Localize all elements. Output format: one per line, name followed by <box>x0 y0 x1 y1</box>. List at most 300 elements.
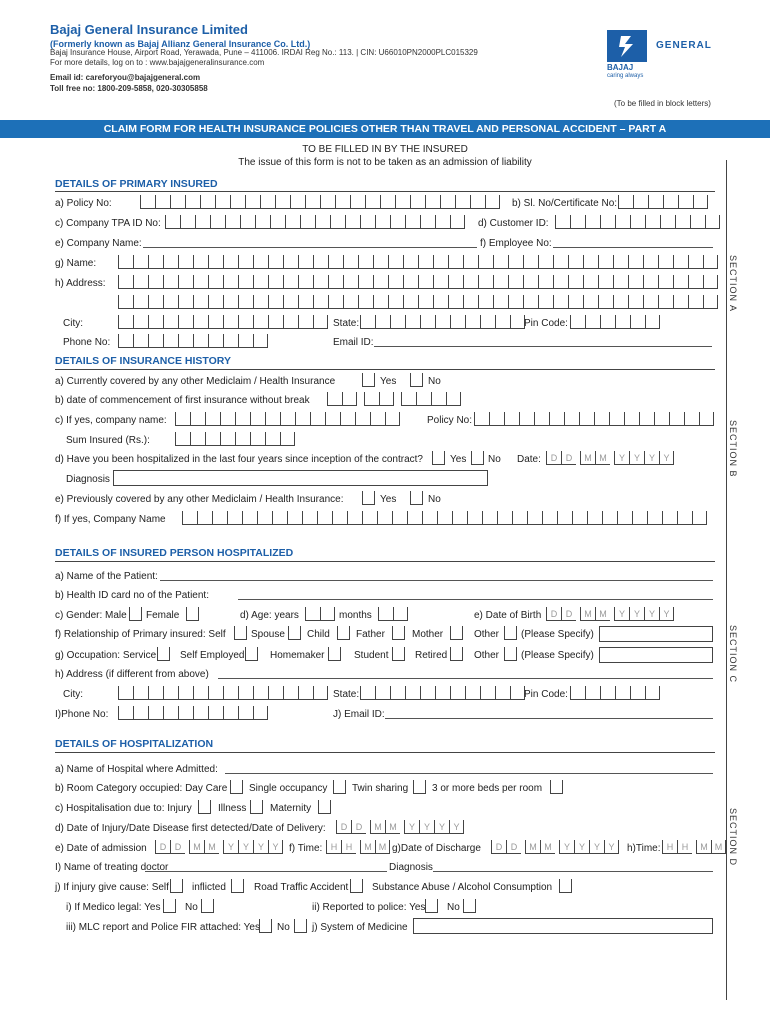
char-box[interactable] <box>328 295 343 309</box>
char-box[interactable] <box>504 412 519 426</box>
char-box[interactable] <box>163 706 178 720</box>
char-box[interactable] <box>405 315 420 329</box>
rel-child-checkbox[interactable] <box>337 626 350 640</box>
char-box[interactable] <box>375 215 390 229</box>
char-box[interactable] <box>238 706 253 720</box>
char-box[interactable] <box>283 295 298 309</box>
char-box[interactable] <box>613 275 628 289</box>
char-box[interactable] <box>320 607 335 621</box>
char-box[interactable] <box>568 255 583 269</box>
char-box[interactable] <box>275 195 290 209</box>
char-box[interactable] <box>630 315 645 329</box>
rel-other-checkbox[interactable] <box>504 626 517 640</box>
char-box[interactable] <box>628 275 643 289</box>
char-box[interactable] <box>690 215 705 229</box>
char-box[interactable] <box>133 315 148 329</box>
cause-inflicted-checkbox[interactable] <box>231 879 244 893</box>
char-box[interactable] <box>332 511 347 525</box>
char-box[interactable] <box>405 215 420 229</box>
char-box[interactable] <box>403 295 418 309</box>
char-box[interactable]: M <box>525 840 540 854</box>
prev-covered-yes-checkbox[interactable] <box>362 491 375 505</box>
char-box[interactable] <box>448 295 463 309</box>
char-box[interactable] <box>283 275 298 289</box>
char-box[interactable]: D <box>155 840 170 854</box>
char-box[interactable] <box>245 195 260 209</box>
room-twin-checkbox[interactable] <box>413 780 426 794</box>
char-box[interactable] <box>538 295 553 309</box>
char-box[interactable] <box>118 334 133 348</box>
char-box[interactable]: Y <box>659 451 674 465</box>
cause-substance-checkbox[interactable] <box>559 879 572 893</box>
char-box[interactable] <box>425 195 440 209</box>
phone-boxes[interactable] <box>118 334 268 348</box>
char-box[interactable] <box>257 511 272 525</box>
due-illness-checkbox[interactable] <box>250 800 263 814</box>
sum-insured-boxes[interactable] <box>175 432 295 446</box>
char-box[interactable] <box>328 255 343 269</box>
char-box[interactable] <box>463 255 478 269</box>
char-box[interactable] <box>420 686 435 700</box>
char-box[interactable] <box>482 511 497 525</box>
char-box[interactable]: H <box>341 840 356 854</box>
reported-no-checkbox[interactable] <box>463 899 476 913</box>
char-box[interactable] <box>568 275 583 289</box>
char-box[interactable] <box>480 315 495 329</box>
occ-retired-checkbox[interactable] <box>450 647 463 661</box>
char-box[interactable] <box>190 432 205 446</box>
char-box[interactable] <box>290 195 305 209</box>
char-box[interactable] <box>587 511 602 525</box>
char-box[interactable] <box>618 195 633 209</box>
char-box[interactable] <box>392 511 407 525</box>
char-box[interactable]: Y <box>434 820 449 834</box>
char-box[interactable] <box>440 195 455 209</box>
char-box[interactable]: Y <box>644 451 659 465</box>
char-box[interactable] <box>570 686 585 700</box>
char-box[interactable] <box>598 255 613 269</box>
char-box[interactable] <box>450 315 465 329</box>
char-box[interactable] <box>298 686 313 700</box>
char-box[interactable] <box>280 412 295 426</box>
char-box[interactable] <box>253 275 268 289</box>
char-box[interactable] <box>253 255 268 269</box>
char-box[interactable] <box>433 255 448 269</box>
occ-other-checkbox[interactable] <box>504 647 517 661</box>
char-box[interactable] <box>208 275 223 289</box>
char-box[interactable] <box>342 392 357 406</box>
char-box[interactable] <box>148 255 163 269</box>
char-box[interactable] <box>350 195 365 209</box>
char-box[interactable] <box>390 215 405 229</box>
char-box[interactable] <box>325 412 340 426</box>
char-box[interactable] <box>583 255 598 269</box>
char-box[interactable] <box>223 686 238 700</box>
char-box[interactable] <box>463 295 478 309</box>
char-box[interactable] <box>375 315 390 329</box>
char-box[interactable] <box>242 511 257 525</box>
c-pin-boxes[interactable] <box>570 686 660 700</box>
char-box[interactable] <box>133 295 148 309</box>
rel-father-checkbox[interactable] <box>392 626 405 640</box>
char-box[interactable] <box>579 412 594 426</box>
char-box[interactable] <box>287 511 302 525</box>
char-box[interactable]: H <box>326 840 341 854</box>
char-box[interactable] <box>493 295 508 309</box>
char-box[interactable] <box>230 195 245 209</box>
hospitalized-yes-checkbox[interactable] <box>432 451 445 465</box>
char-box[interactable] <box>140 195 155 209</box>
char-box[interactable] <box>388 295 403 309</box>
char-box[interactable] <box>163 686 178 700</box>
b-company-name-boxes[interactable] <box>175 412 400 426</box>
char-box[interactable] <box>148 315 163 329</box>
char-box[interactable] <box>208 255 223 269</box>
char-box[interactable] <box>178 295 193 309</box>
char-box[interactable] <box>148 295 163 309</box>
char-box[interactable] <box>335 195 350 209</box>
char-box[interactable] <box>568 295 583 309</box>
char-box[interactable]: Y <box>223 840 238 854</box>
char-box[interactable] <box>193 275 208 289</box>
admission-date-boxes[interactable] <box>155 840 283 854</box>
char-box[interactable] <box>422 511 437 525</box>
char-box[interactable] <box>452 511 467 525</box>
char-box[interactable] <box>163 295 178 309</box>
char-box[interactable] <box>600 315 615 329</box>
char-box[interactable] <box>197 511 212 525</box>
char-box[interactable] <box>268 686 283 700</box>
char-box[interactable] <box>693 195 708 209</box>
gender-male-checkbox[interactable] <box>129 607 142 621</box>
char-box[interactable] <box>523 295 538 309</box>
char-box[interactable] <box>660 215 675 229</box>
char-box[interactable] <box>418 255 433 269</box>
char-box[interactable]: M <box>696 840 711 854</box>
c-state-boxes[interactable] <box>360 686 525 700</box>
char-box[interactable] <box>327 392 342 406</box>
rel-specify-field[interactable] <box>599 626 713 642</box>
char-box[interactable]: D <box>491 840 506 854</box>
char-box[interactable] <box>639 412 654 426</box>
date-commence-dd[interactable] <box>327 392 357 406</box>
char-box[interactable]: D <box>561 451 576 465</box>
state-boxes[interactable] <box>360 315 525 329</box>
char-box[interactable] <box>225 215 240 229</box>
injury-date-boxes[interactable] <box>336 820 464 834</box>
char-box[interactable] <box>446 392 461 406</box>
char-box[interactable] <box>193 334 208 348</box>
char-box[interactable] <box>208 334 223 348</box>
char-box[interactable] <box>178 255 193 269</box>
medico-legal-yes-checkbox[interactable] <box>163 899 176 913</box>
char-box[interactable] <box>474 412 489 426</box>
char-box[interactable] <box>235 432 250 446</box>
char-box[interactable] <box>118 275 133 289</box>
char-box[interactable] <box>703 275 718 289</box>
char-box[interactable] <box>519 412 534 426</box>
char-box[interactable] <box>553 255 568 269</box>
char-box[interactable] <box>118 315 133 329</box>
char-box[interactable] <box>268 315 283 329</box>
b-policy-no-boxes[interactable] <box>474 412 714 426</box>
char-box[interactable] <box>155 195 170 209</box>
char-box[interactable] <box>345 215 360 229</box>
char-box[interactable] <box>253 315 268 329</box>
char-box[interactable] <box>163 334 178 348</box>
char-box[interactable] <box>208 686 223 700</box>
char-box[interactable] <box>433 295 448 309</box>
char-box[interactable] <box>538 275 553 289</box>
char-box[interactable] <box>265 432 280 446</box>
char-box[interactable]: D <box>506 840 521 854</box>
char-box[interactable] <box>508 275 523 289</box>
discharge-date-boxes[interactable] <box>491 840 619 854</box>
char-box[interactable] <box>598 275 613 289</box>
char-box[interactable] <box>688 295 703 309</box>
char-box[interactable] <box>431 392 446 406</box>
date-commence-yyyy[interactable] <box>401 392 461 406</box>
char-box[interactable] <box>178 315 193 329</box>
room-single-checkbox[interactable] <box>333 780 346 794</box>
char-box[interactable] <box>435 315 450 329</box>
char-box[interactable] <box>238 334 253 348</box>
char-box[interactable] <box>253 295 268 309</box>
char-box[interactable]: Y <box>238 840 253 854</box>
diagnosis-field[interactable] <box>113 470 488 486</box>
char-box[interactable] <box>118 255 133 269</box>
char-box[interactable] <box>163 315 178 329</box>
char-box[interactable]: D <box>561 607 576 621</box>
char-box[interactable] <box>283 686 298 700</box>
char-box[interactable] <box>298 315 313 329</box>
char-box[interactable] <box>175 432 190 446</box>
char-box[interactable] <box>165 215 180 229</box>
char-box[interactable] <box>380 195 395 209</box>
char-box[interactable] <box>534 412 549 426</box>
char-box[interactable]: Y <box>644 607 659 621</box>
occ-self-employed-checkbox[interactable] <box>245 647 258 661</box>
char-box[interactable] <box>418 275 433 289</box>
char-box[interactable] <box>343 275 358 289</box>
due-maternity-checkbox[interactable] <box>318 800 331 814</box>
char-box[interactable] <box>133 334 148 348</box>
gender-female-checkbox[interactable] <box>186 607 199 621</box>
char-box[interactable] <box>510 686 525 700</box>
char-box[interactable] <box>163 255 178 269</box>
room-3beds-checkbox[interactable] <box>550 780 563 794</box>
char-box[interactable]: D <box>351 820 366 834</box>
char-box[interactable] <box>238 255 253 269</box>
prev-covered-no-checkbox[interactable] <box>410 491 423 505</box>
system-field[interactable] <box>413 918 713 934</box>
char-box[interactable] <box>320 195 335 209</box>
char-box[interactable] <box>553 275 568 289</box>
due-injury-checkbox[interactable] <box>198 800 211 814</box>
char-box[interactable] <box>489 412 504 426</box>
char-box[interactable] <box>467 511 482 525</box>
customer-id-boxes[interactable] <box>555 215 720 229</box>
char-box[interactable] <box>223 315 238 329</box>
char-box[interactable] <box>223 706 238 720</box>
char-box[interactable] <box>310 412 325 426</box>
char-box[interactable] <box>401 392 416 406</box>
char-box[interactable] <box>362 511 377 525</box>
char-box[interactable]: D <box>336 820 351 834</box>
char-box[interactable] <box>302 511 317 525</box>
char-box[interactable]: Y <box>629 607 644 621</box>
char-box[interactable] <box>305 607 320 621</box>
char-box[interactable]: Y <box>268 840 283 854</box>
char-box[interactable] <box>250 432 265 446</box>
char-box[interactable] <box>330 215 345 229</box>
char-box[interactable] <box>223 334 238 348</box>
char-box[interactable] <box>373 275 388 289</box>
hospitalized-no-checkbox[interactable] <box>471 451 484 465</box>
admission-time-boxes[interactable] <box>326 840 390 854</box>
occ-service-checkbox[interactable] <box>157 647 170 661</box>
char-box[interactable] <box>378 607 393 621</box>
char-box[interactable] <box>493 255 508 269</box>
char-box[interactable] <box>205 432 220 446</box>
char-box[interactable] <box>272 511 287 525</box>
char-box[interactable] <box>470 195 485 209</box>
char-box[interactable] <box>133 275 148 289</box>
char-box[interactable] <box>317 511 332 525</box>
char-box[interactable] <box>542 511 557 525</box>
cause-self-checkbox[interactable] <box>170 879 183 893</box>
char-box[interactable] <box>615 315 630 329</box>
char-box[interactable] <box>355 412 370 426</box>
char-box[interactable] <box>212 511 227 525</box>
char-box[interactable] <box>250 412 265 426</box>
char-box[interactable] <box>658 255 673 269</box>
char-box[interactable] <box>238 295 253 309</box>
char-box[interactable] <box>379 392 394 406</box>
char-box[interactable] <box>313 255 328 269</box>
char-box[interactable] <box>133 706 148 720</box>
char-box[interactable] <box>270 215 285 229</box>
char-box[interactable] <box>523 255 538 269</box>
char-box[interactable] <box>508 295 523 309</box>
char-box[interactable] <box>268 275 283 289</box>
char-box[interactable] <box>133 686 148 700</box>
char-box[interactable] <box>118 686 133 700</box>
char-box[interactable] <box>220 432 235 446</box>
medico-legal-no-checkbox[interactable] <box>201 899 214 913</box>
char-box[interactable] <box>377 511 392 525</box>
c-email-field[interactable] <box>385 718 713 719</box>
covered-yes-checkbox[interactable] <box>362 373 375 387</box>
char-box[interactable] <box>632 511 647 525</box>
char-box[interactable] <box>364 392 379 406</box>
char-box[interactable] <box>416 392 431 406</box>
policy-no-boxes[interactable] <box>140 195 500 209</box>
char-box[interactable]: Y <box>604 840 619 854</box>
char-box[interactable] <box>193 686 208 700</box>
tpa-boxes[interactable] <box>165 215 465 229</box>
employee-no-field[interactable] <box>553 247 713 248</box>
char-box[interactable] <box>170 195 185 209</box>
char-box[interactable] <box>643 255 658 269</box>
char-box[interactable]: M <box>204 840 219 854</box>
char-box[interactable] <box>365 195 380 209</box>
char-box[interactable] <box>478 295 493 309</box>
char-box[interactable] <box>435 215 450 229</box>
reported-yes-checkbox[interactable] <box>425 899 438 913</box>
sl-no-boxes[interactable] <box>618 195 708 209</box>
doctor-field[interactable] <box>145 871 387 872</box>
char-box[interactable]: Y <box>629 451 644 465</box>
char-box[interactable] <box>585 315 600 329</box>
char-box[interactable] <box>200 195 215 209</box>
char-box[interactable] <box>285 215 300 229</box>
char-box[interactable] <box>643 295 658 309</box>
char-box[interactable] <box>178 275 193 289</box>
char-box[interactable] <box>585 686 600 700</box>
char-box[interactable] <box>240 215 255 229</box>
char-box[interactable] <box>600 215 615 229</box>
char-box[interactable] <box>305 195 320 209</box>
char-box[interactable] <box>572 511 587 525</box>
char-box[interactable] <box>313 275 328 289</box>
char-box[interactable] <box>553 295 568 309</box>
char-box[interactable] <box>418 295 433 309</box>
char-box[interactable] <box>688 275 703 289</box>
char-box[interactable]: M <box>580 607 595 621</box>
char-box[interactable] <box>223 255 238 269</box>
char-box[interactable] <box>358 255 373 269</box>
char-box[interactable] <box>705 215 720 229</box>
char-box[interactable] <box>253 706 268 720</box>
char-box[interactable] <box>360 215 375 229</box>
char-box[interactable] <box>485 195 500 209</box>
char-box[interactable] <box>624 412 639 426</box>
rel-self-checkbox[interactable] <box>234 626 247 640</box>
char-box[interactable] <box>300 215 315 229</box>
char-box[interactable] <box>185 195 200 209</box>
room-daycare-checkbox[interactable] <box>230 780 243 794</box>
char-box[interactable] <box>583 295 598 309</box>
discharge-time-boxes[interactable] <box>662 840 726 854</box>
cause-rta-checkbox[interactable] <box>350 879 363 893</box>
char-box[interactable] <box>570 315 585 329</box>
char-box[interactable] <box>615 215 630 229</box>
char-box[interactable] <box>215 195 230 209</box>
date-commence-mm[interactable] <box>364 392 394 406</box>
char-box[interactable] <box>508 255 523 269</box>
char-box[interactable] <box>527 511 542 525</box>
char-box[interactable] <box>148 334 163 348</box>
char-box[interactable] <box>283 315 298 329</box>
char-box[interactable] <box>118 295 133 309</box>
char-box[interactable] <box>684 412 699 426</box>
char-box[interactable] <box>549 412 564 426</box>
pin-boxes[interactable] <box>570 315 660 329</box>
char-box[interactable]: M <box>595 607 610 621</box>
city-boxes[interactable] <box>118 315 328 329</box>
char-box[interactable] <box>253 686 268 700</box>
char-box[interactable] <box>570 215 585 229</box>
char-box[interactable] <box>313 686 328 700</box>
char-box[interactable] <box>180 215 195 229</box>
char-box[interactable] <box>478 255 493 269</box>
char-box[interactable] <box>163 275 178 289</box>
char-box[interactable] <box>193 255 208 269</box>
char-box[interactable]: M <box>189 840 204 854</box>
char-box[interactable] <box>298 275 313 289</box>
char-box[interactable] <box>510 315 525 329</box>
